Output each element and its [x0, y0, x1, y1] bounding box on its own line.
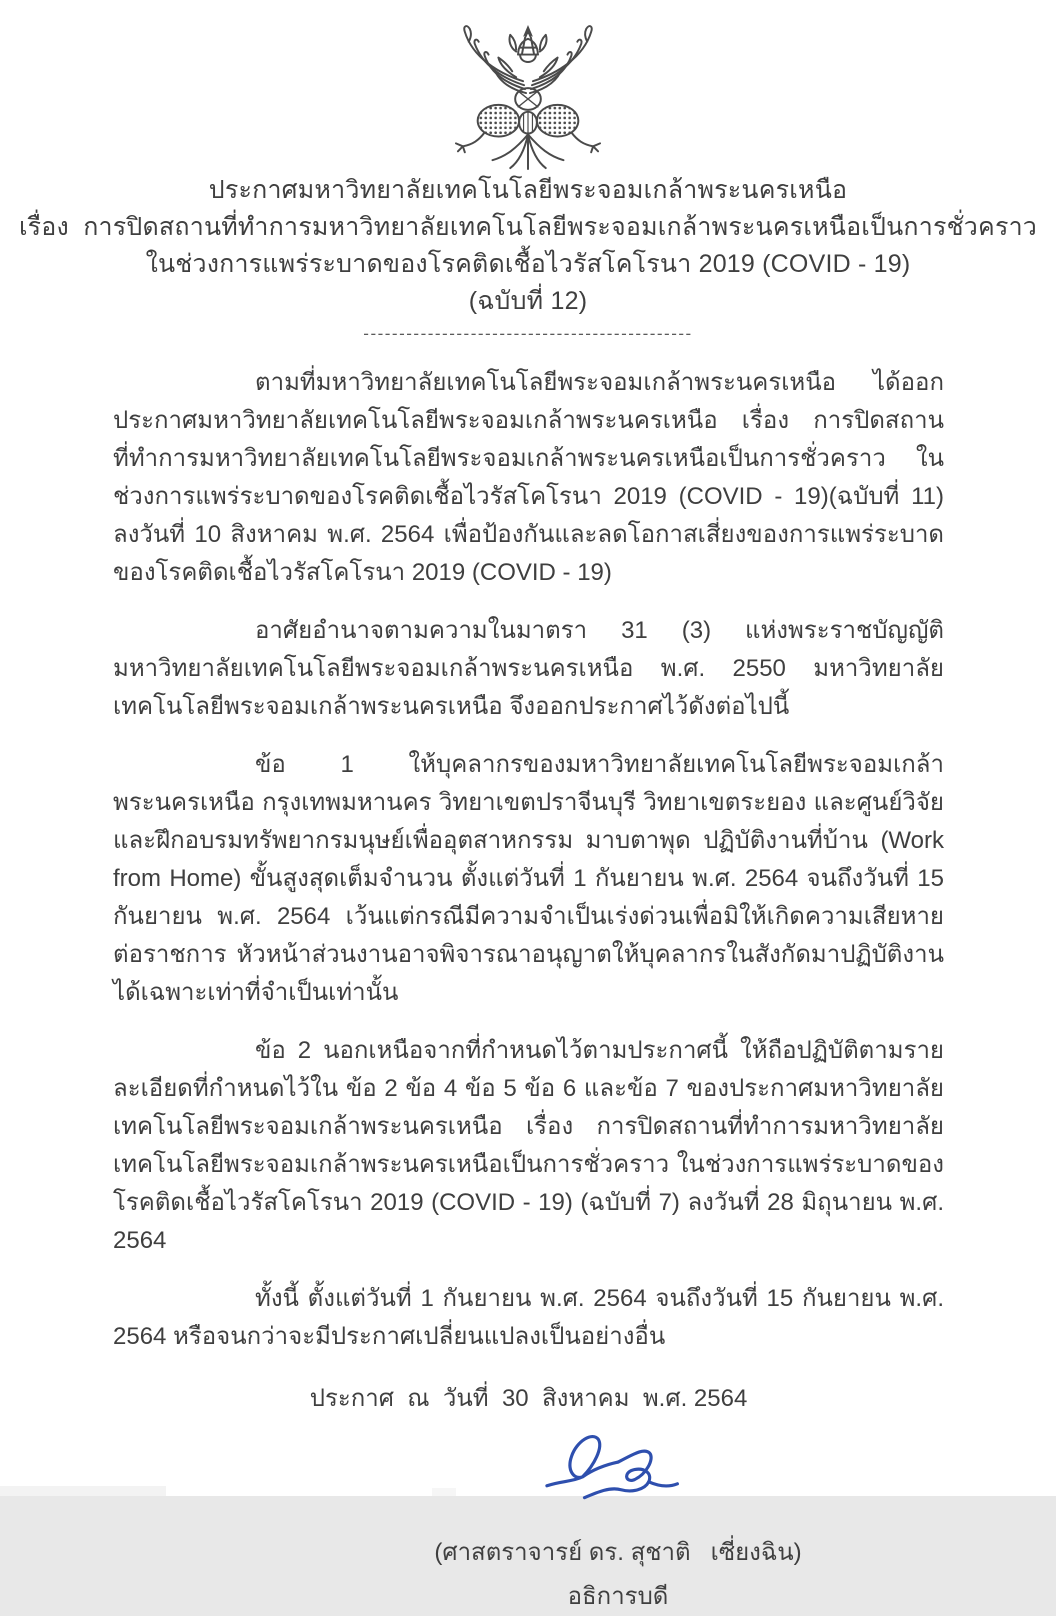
paragraph-clause-1: ข้อ 1 ให้บุคลากรของมหาวิทยาลัยเทคโนโลยีพระจอมเกล้าพระนครเหนือ กรุงเทพมหานคร วิทยาเขตปราจีนบุรี วิทยาเขตระยอง และศูนย์วิจัยและฝึกอบรมทรัพยากรมนุษย์เพื่ออุตสาหกรรม มาบตาพุด ปฏิบัติงานที่บ้าน (Work from Home) ขั้นสูงสุดเต็มจำนวน ตั้งแต่วันที่ 1 กันยายน พ.ศ. 2564 จนถึงวันที่ 15 กันยายน พ.ศ. 2564 เว้นแต่กรณีมีความจำเป็นเร่งด่วนเพื่อมิให้เกิดความเสียหายต่อราชการ หัวหน้าส่วนงานอาจพิจารณาอนุญาตให้บุคลากรในสังกัดมาปฏิบัติงานได้เฉพาะเท่าที่จำเป็นเท่านั้น [113, 751, 944, 1006]
signatory-position: อธิการบดี [567, 1583, 669, 1610]
announcement-date: ประกาศ ณ วันที่ 30 สิงหาคม พ.ศ. 2564 [309, 1385, 748, 1412]
signatory-name: (ศาสตราจารย์ ดร. สุชาติ เซี่ยงฉิน) [434, 1539, 802, 1566]
paragraph-preamble: ตามที่มหาวิทยาลัยเทคโนโลยีพระจอมเกล้าพระนครเหนือ ได้ออกประกาศมหาวิทยาลัยเทคโนโลยีพระจอมเกล้าพระนครเหนือ เรื่อง การปิดสถานที่ทำการมหาวิทยาลัยเทคโนโลยีพระจอมเกล้าพระนครเหนือเป็นการชั่วคราว ในช่วงการแพร่ระบาดของโรคติดเชื้อไวรัสโคโรนา 2019 (COVID - 19)(ฉบับที่ 11) ลงวันที่ 10 สิงหาคม พ.ศ. 2564 เพื่อป้องกันและลดโอกาสเสี่ยงของการแพร่ระบาดของโรคติดเชื้อไวรัสโคโรนา 2019 (COVID - 19) [113, 369, 944, 586]
title-covid-period: ในช่วงการแพร่ระบาดของโรคติดเชื้อไวรัสโคโรนา 2019 (COVID - 19) [145, 250, 911, 278]
title-subject: เรื่อง การปิดสถานที่ทำการมหาวิทยาลัยเทคโนโลยีพระจอมเกล้าพระนครเหนือเป็นการชั่วคราว [18, 213, 1038, 241]
title-edition: (ฉบับที่ 12) [468, 287, 588, 315]
dashed-separator: ---------------------------------------------- [363, 324, 693, 343]
scan-artifact [432, 1488, 456, 1496]
announcement-title-block [0, 172, 1056, 320]
scan-artifact [0, 1486, 166, 1496]
paragraph-authority: อาศัยอำนาจตามความในมาตรา 31 (3) แห่งพระราชบัญญัติมหาวิทยาลัยเทคโนโลยีพระจอมเกล้าพระนครเหนือ พ.ศ. 2550 มหาวิทยาลัยเทคโนโลยีพระจอมเกล้าพระนครเหนือ จึงออกประกาศไว้ดังต่อไปนี้ [113, 617, 944, 720]
paragraph-effective-period: ทั้งนี้ ตั้งแต่วันที่ 1 กันยายน พ.ศ. 2564 จนถึงวันที่ 15 กันยายน พ.ศ. 2564 หรือจนกว่าจะมีประกาศเปลี่ยนแปลงเป็นอย่างอื่น [113, 1285, 944, 1350]
handwritten-signature [541, 1428, 709, 1508]
emblem-container [0, 0, 1056, 172]
title-university: ประกาศมหาวิทยาลัยเทคโนโลยีพระจอมเกล้าพระนครเหนือ [208, 176, 848, 204]
paragraph-clause-2: ข้อ 2 นอกเหนือจากที่กำหนดไว้ตามประกาศนี้ ให้ถือปฏิบัติตามรายละเอียดที่กำหนดไว้ใน ข้อ 2 ข้อ 4 ข้อ 5 ข้อ 6 และข้อ 7 ของประกาศมหาวิทยาลัยเทคโนโลยีพระจอมเกล้าพระนครเหนือ เรื่อง การปิดสถานที่ทำการมหาวิทยาลัยเทคโนโลยีพระจอมเกล้าพระนครเหนือเป็นการชั่วคราว ในช่วงการแพร่ระบาดของโรคติดเชื้อไวรัสโคโรนา 2019 (COVID - 19) (ฉบับที่ 7) ลงวันที่ 28 มิถุนายน พ.ศ. 2564 [113, 1037, 944, 1254]
signature-block [408, 1428, 828, 1616]
announcement-body [0, 364, 1056, 1616]
garuda-emblem-icon [437, 22, 619, 172]
